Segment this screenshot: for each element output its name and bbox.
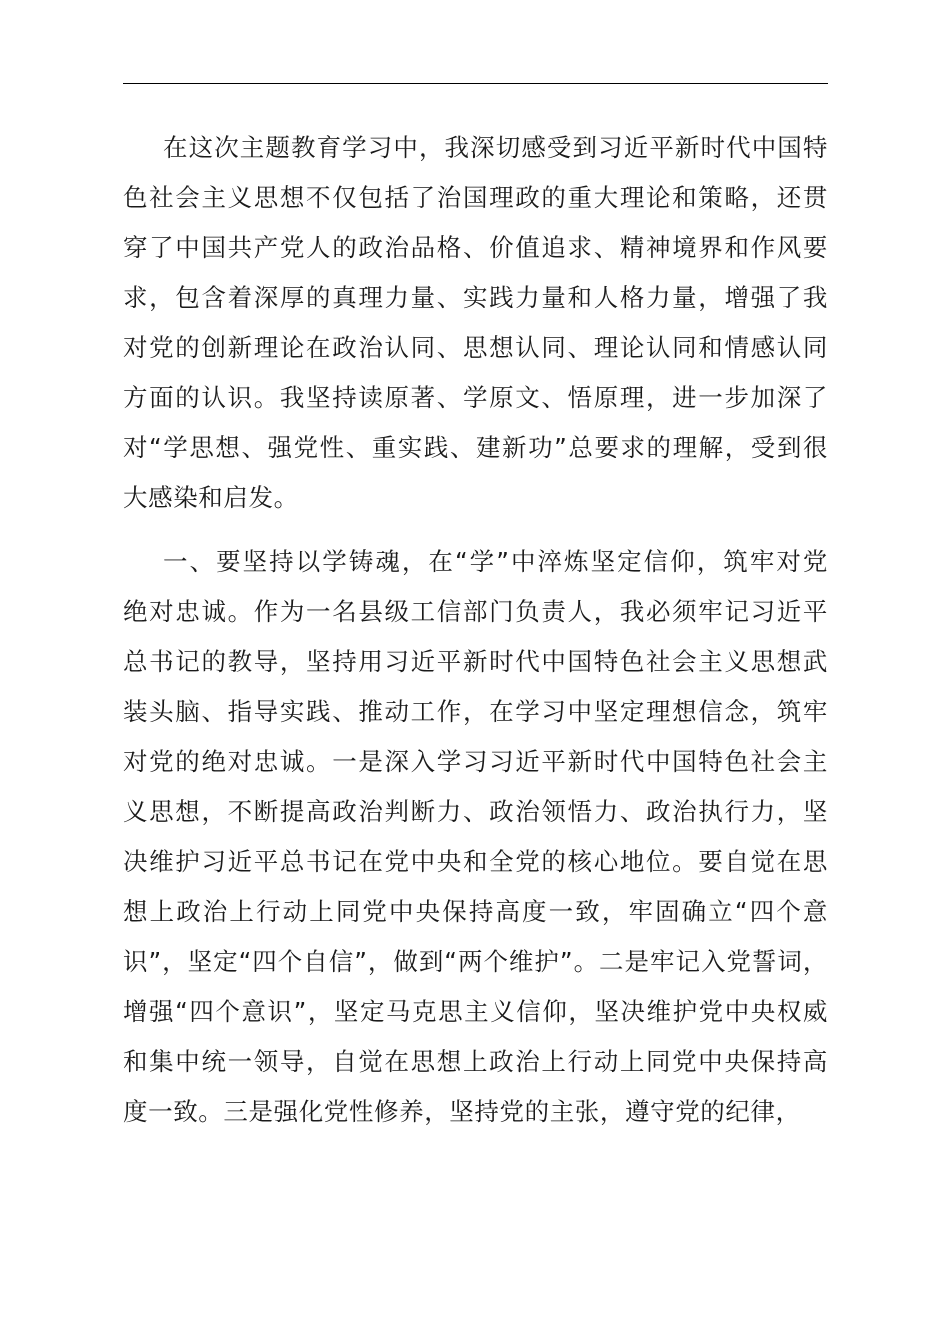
document-body (123, 123, 828, 1137)
text-line: 对党的创新理论在政治认同、思想认同、理论认同和情感认同 (123, 333, 828, 362)
text-line: 方面的认识。我坚持读原著、学原文、悟原理，进一步加深了 (123, 383, 828, 412)
paragraph-section-one (123, 537, 828, 1137)
text-line: 决维护习近平总书记在党中央和全党的核心地位。要自觉在思 (123, 847, 828, 876)
text-line: 对党的绝对忠诚。一是深入学习习近平新时代中国特色社会主 (123, 747, 828, 776)
paragraph-intro (123, 123, 828, 523)
text-line: 求，包含着深厚的真理力量、实践力量和人格力量，增强了我 (123, 283, 828, 312)
text-line: 和集中统一领导，自觉在思想上政治上行动上同党中央保持高 (123, 1047, 828, 1076)
text-line: 穿了中国共产党人的政治品格、价值追求、精神境界和作风要 (123, 233, 828, 262)
text-line: 总书记的教导，坚持用习近平新时代中国特色社会主义思想武 (123, 647, 828, 676)
text-line: 装头脑、指导实践、推动工作，在学习中坚定理想信念，筑牢 (123, 697, 828, 726)
text-line: 色社会主义思想不仅包括了治国理政的重大理论和策略，还贯 (123, 183, 828, 212)
text-line: 一、要坚持以学铸魂，在“学”中淬炼坚定信仰，筑牢对党 (163, 547, 828, 576)
text-line: 绝对忠诚。作为一名县级工信部门负责人，我必须牢记习近平 (123, 597, 828, 626)
text-line: 在这次主题教育学习中，我深切感受到习近平新时代中国特 (163, 133, 828, 162)
text-line: 对“学思想、强党性、重实践、建新功”总要求的理解，受到很 (123, 433, 828, 462)
text-line: 度一致。三是强化党性修养，坚持党的主张，遵守党的纪律， (123, 1097, 801, 1126)
text-line: 增强“四个意识”，坚定马克思主义信仰，坚决维护党中央权威 (123, 997, 828, 1026)
text-line: 想上政治上行动上同党中央保持高度一致，牢固确立“四个意 (123, 897, 828, 926)
text-line: 大感染和启发。 (123, 483, 299, 512)
text-line: 义思想，不断提高政治判断力、政治领悟力、政治执行力，坚 (123, 797, 828, 826)
header-rule (123, 83, 828, 84)
text-line: 识”，坚定“四个自信”，做到“两个维护”。二是牢记入党誓词， (123, 947, 828, 976)
